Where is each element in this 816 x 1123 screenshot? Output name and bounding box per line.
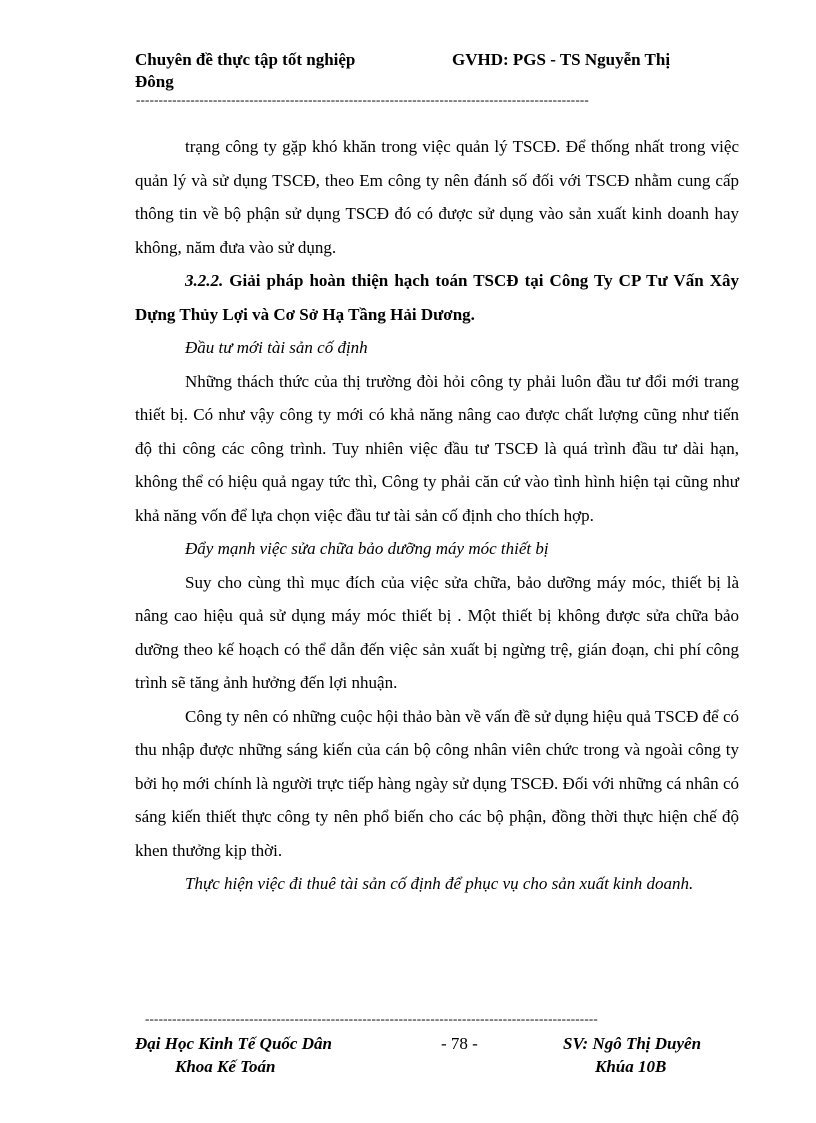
paragraph-5: Thực hiện việc đi thuê tài sản cố định để phục vụ cho sản xuất kinh doanh.: [185, 874, 694, 893]
header-supervisor: GVHD: PGS - TS Nguyễn Thị: [452, 50, 671, 69]
header-supervisor-name-cont: Đông: [135, 72, 174, 91]
paragraph-2: Những thách thức của thị trường đòi hỏi công ty phải luôn đầu tư đổi mới trang thiết bị. Có như vậy công ty mới có khả năng nâng cao được chất lượng cũng như tiến độ thi công các công trình. Tuy nhiên việc đầu tư TSCĐ là quá trình đầu tư dài hạn, không thể có hiệu quả ngay tức thì, Công ty phải căn cứ vào tình hình hiện tại cũng như khả năng vốn để lựa chọn việc đầu tư tài sản cố định cho thích hợp.: [135, 371, 739, 525]
section-number: 3.2.2.: [185, 271, 224, 290]
footer-school: Đại Học Kinh Tế Quốc Dân: [135, 1034, 332, 1053]
section-heading: [135, 264, 739, 331]
header-divider: ----------------------------------------------------------------------------------------------------: [136, 92, 589, 107]
paragraph-1: trạng công ty gặp khó khăn trong việc quản lý TSCĐ. Để thống nhất trong việc quản lý và sử dụng TSCĐ, theo Em công ty nên đánh số đối với TSCĐ nhằm cung cấp thông tin về bộ phận sử dụng TSCĐ đó có được sử dụng vào sản xuất kinh doanh hay không, năm đưa vào sử dụng.: [135, 137, 739, 257]
document-body: [135, 130, 739, 901]
page-number: - 78 -: [441, 1034, 478, 1053]
section-title: Giải pháp hoàn thiện hạch toán TSCĐ tại Công Ty CP Tư Vấn Xây Dựng Thủy Lợi và Cơ Sở Hạ Tầng Hải Dương.: [135, 271, 739, 324]
footer-divider: ----------------------------------------------------------------------------------------------------: [145, 1011, 598, 1026]
paragraph-3: Suy cho cùng thì mục đích của việc sửa chữa, bảo dưỡng máy móc, thiết bị là nâng cao hiệu quả sử dụng máy móc thiết bị . Một thiết bị không được sửa chữa bảo dưỡng theo kế hoạch có thể dẫn đến việc sản xuất bị ngừng trệ, gián đoạn, chi phí công trình sẽ tăng ảnh hưởng đến lợi nhuận.: [135, 572, 739, 692]
header-thesis-title: Chuyên đề thực tập tốt nghiệp: [135, 50, 356, 69]
paragraph-4: Công ty nên có những cuộc hội thảo bàn về vấn đề sử dụng hiệu quả TSCĐ để có thu nhập được những sáng kiến của cán bộ công nhân viên chức trong và ngoài công ty bởi họ mới chính là người trực tiếp hàng ngày sử dụng TSCĐ. Đối với những cá nhân có sáng kiến thiết thực công ty nên phổ biến cho các bộ phận, đồng thời thực hiện chế độ khen thưởng kịp thời.: [135, 706, 739, 860]
subheading-1: Đầu tư mới tài sản cố định: [185, 338, 368, 357]
footer-student: SV: Ngô Thị Duyên: [563, 1034, 702, 1053]
footer-class: Khúa 10B: [595, 1057, 667, 1076]
footer-faculty: Khoa Kế Toán: [175, 1057, 276, 1076]
subheading-2: Đẩy mạnh việc sửa chữa bảo dưỡng máy móc thiết bị: [185, 539, 549, 558]
